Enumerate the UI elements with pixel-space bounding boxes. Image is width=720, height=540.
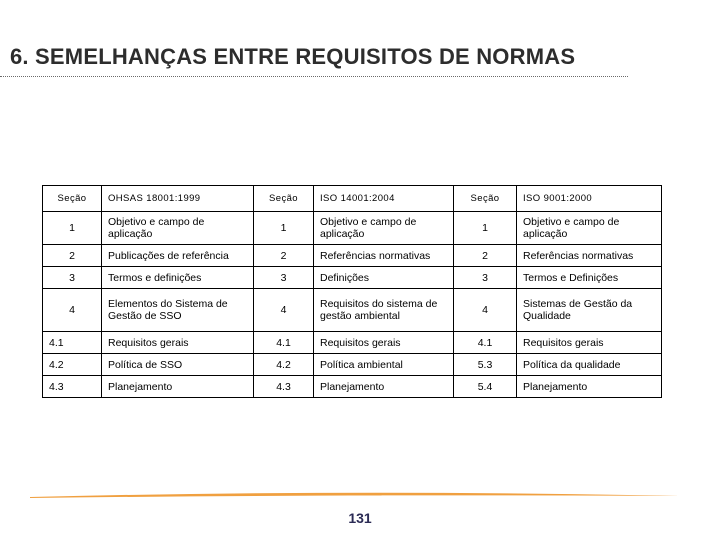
header-section-iso9001: Seção [454,186,517,212]
table-row [43,267,662,289]
footer-swoosh [30,490,680,500]
cell-requirement: Política de SSO [102,354,254,376]
cell-requirement: Referências normativas [314,245,454,267]
cell-requirement: Sistemas de Gestão da Qualidade [517,289,662,332]
cell-requirement: Planejamento [314,376,454,398]
cell-requirement: Definições [314,267,454,289]
table-row [43,332,662,354]
table-row [43,289,662,332]
table-row [43,354,662,376]
cell-section: 3 [43,267,102,289]
cell-section: 1 [454,212,517,245]
cell-section: 5.3 [454,354,517,376]
slide-title: 6. SEMELHANÇAS ENTRE REQUISITOS DE NORMAS [10,44,576,69]
cell-section: 2 [254,245,314,267]
page-number: 131 [348,510,372,526]
cell-requirement: Objetivo e campo de aplicação [314,212,454,245]
cell-requirement: Referências normativas [517,245,662,267]
cell-section: 4.2 [43,354,102,376]
standards-comparison-table [42,185,662,398]
cell-section: 4 [254,289,314,332]
cell-section: 4.1 [454,332,517,354]
header-section-iso14001: Seção [254,186,314,212]
header-iso-9001: ISO 9001:2000 [517,186,662,212]
cell-requirement: Objetivo e campo de aplicação [102,212,254,245]
cell-section: 2 [454,245,517,267]
cell-section: 2 [43,245,102,267]
cell-requirement: Publicações de referência [102,245,254,267]
cell-section: 4.2 [254,354,314,376]
cell-section: 3 [254,267,314,289]
table-row [43,245,662,267]
header-iso-14001: ISO 14001:2004 [314,186,454,212]
cell-requirement: Política da qualidade [517,354,662,376]
cell-section: 4.1 [43,332,102,354]
cell-requirement: Planejamento [517,376,662,398]
cell-requirement: Requisitos gerais [517,332,662,354]
cell-section: 4 [43,289,102,332]
cell-requirement: Requisitos gerais [314,332,454,354]
cell-requirement: Requisitos gerais [102,332,254,354]
cell-section: 1 [254,212,314,245]
cell-section: 4 [454,289,517,332]
cell-requirement: Termos e Definições [517,267,662,289]
cell-section: 4.1 [254,332,314,354]
cell-section: 3 [454,267,517,289]
cell-requirement: Planejamento [102,376,254,398]
cell-section: 5.4 [454,376,517,398]
table-row [43,212,662,245]
table-header-row [43,186,662,212]
table-row [43,376,662,398]
cell-requirement: Requisitos do sistema de gestão ambiental [314,289,454,332]
cell-requirement: Política ambiental [314,354,454,376]
header-ohsas-18001: OHSAS 18001:1999 [102,186,254,212]
header-section-ohsas: Seção [43,186,102,212]
cell-requirement: Elementos do Sistema de Gestão de SSO [102,289,254,332]
cell-section: 1 [43,212,102,245]
cell-section: 4.3 [254,376,314,398]
title-divider [0,76,628,77]
cell-requirement: Termos e definições [102,267,254,289]
cell-requirement: Objetivo e campo de aplicação [517,212,662,245]
cell-section: 4.3 [43,376,102,398]
